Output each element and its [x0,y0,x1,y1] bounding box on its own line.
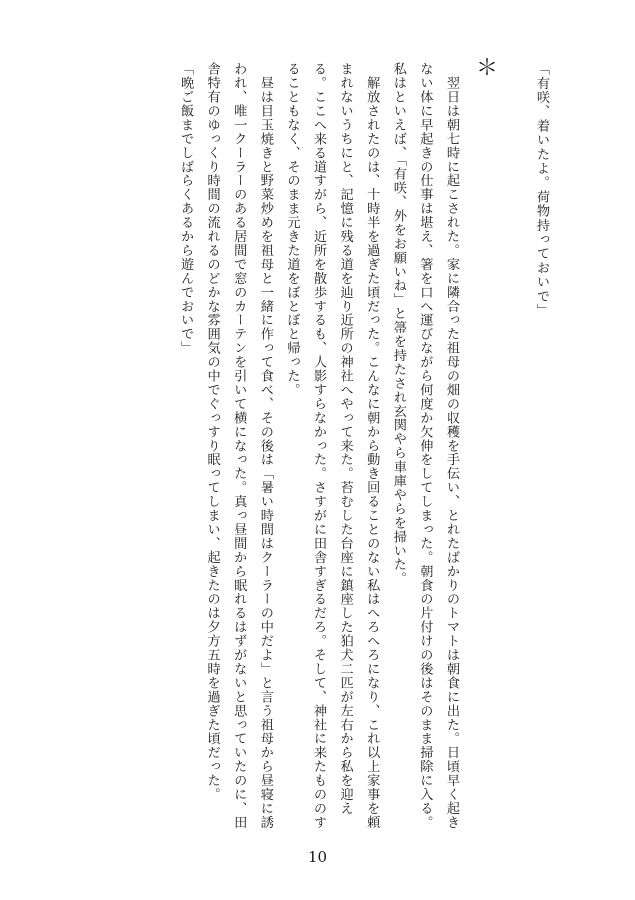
scene-separator: ＊ [476,56,499,81]
opening-dialogue [528,62,555,362]
paragraph-1: 翌日は朝七時に起こされた。家に隣合った祖母の畑の収穫を手伝い、とれたばかりのトマトは朝食に出た。日頃早く起きない体に早起きの仕事は堪え、箸を口へ運びながら何度か欠伸をしてしまった。朝食の片付けの後はそのまま掃除に入る。私はといえば、「有咲、外をお願いね」と箒を持たされ玄関やら車庫やらを掃いた。 [390,62,459,830]
paragraph-2: 解放されたのは、十時半を過ぎた頃だった。こんなに朝から動き回ることのない私はへろへろになり、これ以上家事を頼まれないうちにと、記憶に残る道を辿り近所の神社へやって来た。苔むした台座に鎮座した狛犬二匹が左右から私を迎える。ここへ来る道すがら、近所を散歩するも、人影すらなかった。さすがに田舎すぎるだろ。そして、神社に来たもののすることもなく、そのまま元きた道をぼとぼと帰った。 [284,62,380,830]
body-text [92,62,464,832]
opening-dialogue-text: 「有咲、着いたよ。荷物持っておいで」 [534,62,549,318]
page-number: 10 [307,848,328,866]
paragraph-3: 昼は目玉焼きと野菜炒めを祖母と一緒に作って食べ、その後は「暑い時間はクーラーの中だよ」と言う祖母から昼寝に誘われ、唯一クーラーのある居間で窓のカーテンを引いて横になった。真っ昼間から眠れるはずがないと思っていたのに、田舎特有のゆっくり時間の流れるのどかな雰囲気の中でぐっすり眠ってしまい、起きたのは夕方五時を過ぎた頃だった。 [204,62,273,830]
paragraph-4: 「晩ご飯までしばらくあるから遊んでおいで」 [178,62,194,355]
